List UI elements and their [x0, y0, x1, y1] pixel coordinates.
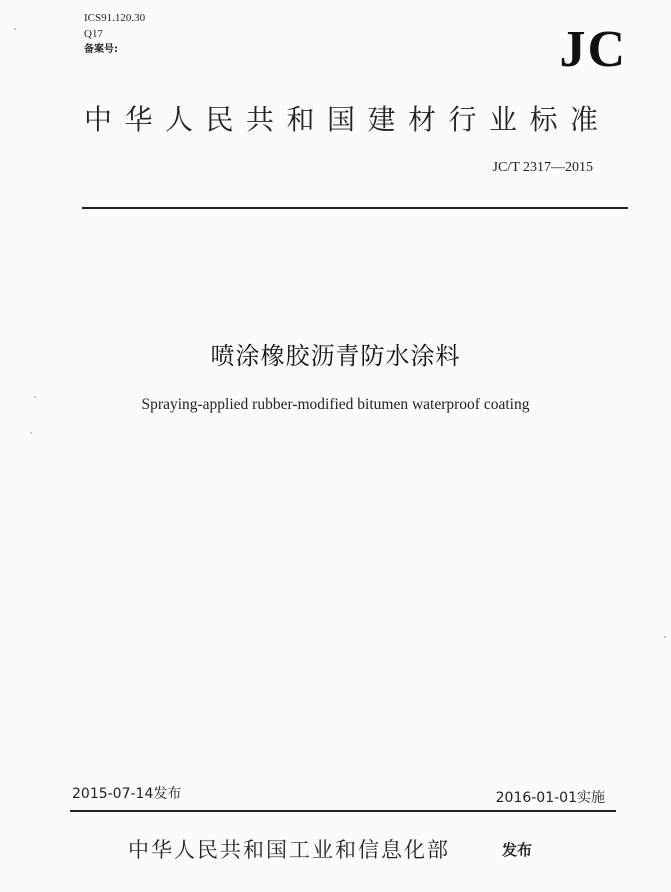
classification-block	[84, 10, 145, 58]
bottom-divider	[70, 810, 616, 812]
jc-logo: JC	[559, 21, 627, 78]
top-divider	[82, 207, 628, 209]
publish-label: 发布	[502, 841, 533, 859]
industry-standard-title: 中华人民共和国建材行业标准	[84, 103, 611, 136]
ics-code: ICS91.120.30	[84, 12, 146, 24]
scan-speck	[34, 396, 36, 398]
scan-speck	[664, 636, 666, 638]
ccs-code: Q17	[84, 28, 103, 40]
document-title-chinese: 喷涂橡胶沥青防水涂料	[210, 342, 461, 370]
implementation-date: 2016-01-01实施	[495, 790, 605, 806]
scan-speck	[14, 28, 16, 30]
publisher-name: 中华人民共和国工业和信息化部	[128, 838, 450, 862]
filing-number-label: 备案号:	[84, 44, 118, 55]
standard-number: JC/T 2317—2015	[492, 160, 593, 175]
document-title-english: Spraying-applied rubber-modified bitumen waterproof coating	[141, 396, 530, 413]
scan-speck	[30, 432, 32, 434]
issue-date: 2015-07-14发布	[72, 786, 182, 802]
